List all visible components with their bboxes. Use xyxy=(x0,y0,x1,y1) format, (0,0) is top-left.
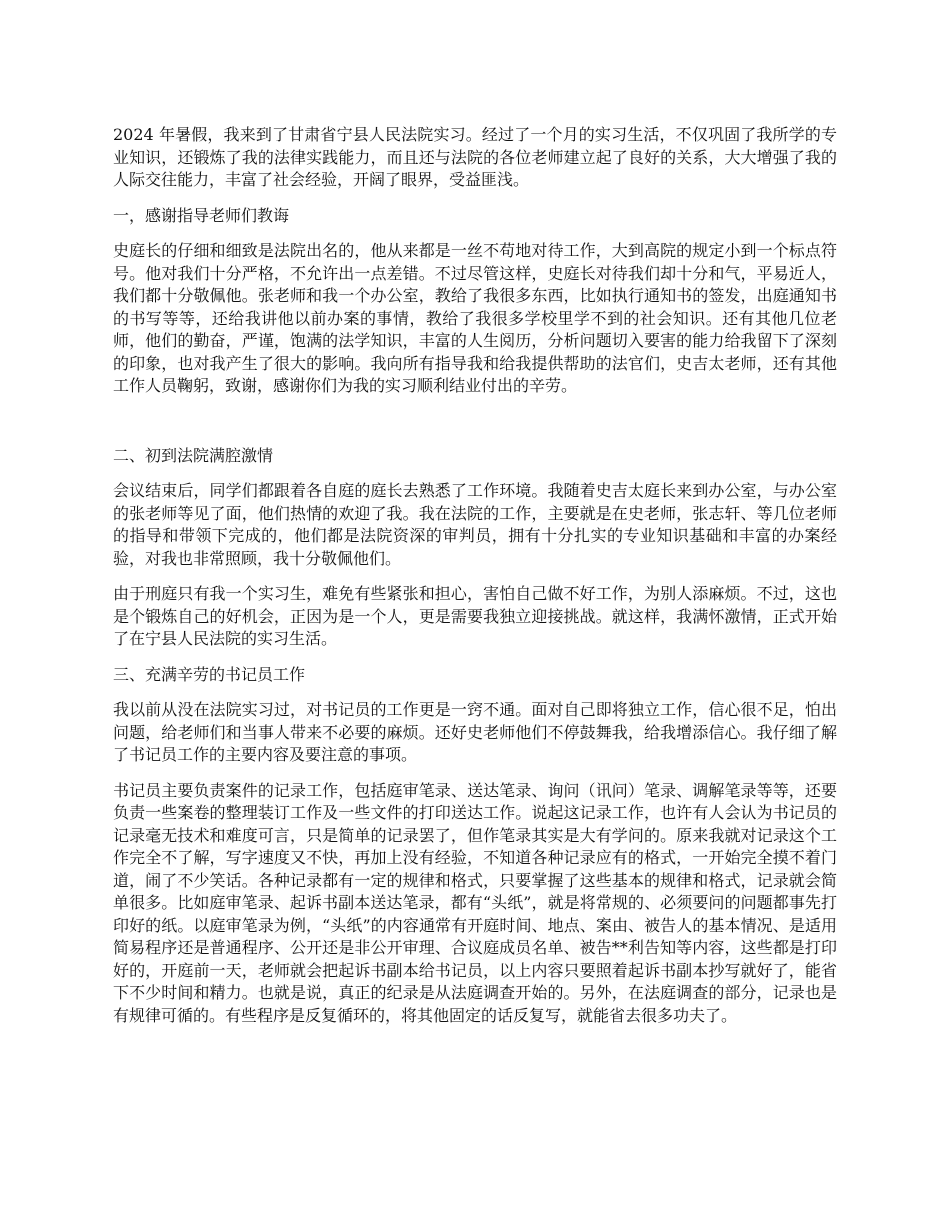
section2-paragraph-1: 会议结束后，同学们都跟着各自庭的庭长去熟悉了工作环境。我随着史吉太庭长来到办公室，与办公室的张老师等见了面，他们热情的欢迎了我。我在法院的工作，主要就是在史老师，张志轩、等几位老师的指导和带领下完成的，他们都是法院资深的审判员，拥有十分扎实的专业知识基础和丰富的办案经验，对我也非常照顾，我十分敬佩他们。 xyxy=(113,481,837,568)
section3-paragraph-2: 书记员主要负责案件的记录工作，包括庭审笔录、送达笔录、询问（讯问）笔录、调解笔录等等，还要负责一些案卷的整理装订工作及一些文件的打印送达工作。说起这记录工作，也许有人会认为书记员的记录毫无技术和难度可言，只是简单的记录罢了，但作笔录其实是大有学问的。原来我就对记录这个工作完全不了解，写字速度又不快，再加上没有经验，不知道各种记录应有的格式，一开始完全摸不着门道，闹了不少笑话。各种记录都有一定的规律和格式，只要掌握了这些基本的规律和格式，记录就会简单很多。比如庭审笔录、起诉书副本送达笔录，都有“头纸”，就是将常规的、必须要问的问题都事先打印好的纸。以庭审笔录为例，“头纸”的内容通常有开庭时间、地点、案由、被告人的基本情况、是适用简易程序还是普通程序、公开还是非公开审理、合议庭成员名单、被告**利告知等内容，这些都是打印好的，开庭前一天，老师就会把起诉书副本给书记员，以上内容只要照着起诉书副本抄写就好了，能省下不少时间和精力。也就是说，真正的纪录是从法庭调查开始的。另外，在法庭调查的部分，记录也是有规律可循的。有些程序是反复循环的，将其他固定的话反复写，就能省去很多功夫了。 xyxy=(113,780,837,1025)
section-heading-2: 二、初到法院满腔激情 xyxy=(113,445,274,465)
section-heading-3: 三、充满辛劳的书记员工作 xyxy=(113,664,306,684)
section1-paragraph-1: 史庭长的仔细和细致是法院出名的，他从来都是一丝不苟地对待工作，大到高院的规定小到一个标点符号。他对我们十分严格，不允许出一点差错。不过尽管这样，史庭长对待我们却十分和气，平易近人，我们都十分敬佩他。张老师和我一个办公室，教给了我很多东西，比如执行通知书的签发，出庭通知书的书写等等，还给我讲他以前办案的事情，教给了我很多学校里学不到的社会知识。还有其他几位老师，他们的勤奋，严谨，饱满的法学知识，丰富的人生阅历，分析问题切入要害的能力给我留下了深刻的印象，也对我产生了很大的影响。我向所有指导我和给我提供帮助的法官们，史吉太老师，还有其他工作人员鞠躬，致谢，感谢你们为我的实习顺利结业付出的辛劳。 xyxy=(113,241,837,395)
section-spacer xyxy=(113,411,837,445)
section2-paragraph-2: 由于刑庭只有我一个实习生，难免有些紧张和担心，害怕自己做不好工作，为别人添麻烦。不过，这也是个锻炼自己的好机会，正因为是一个人，更是需要我独立迎接挑战。就这样，我满怀激情，正式开始了在宁县人民法院的实习生活。 xyxy=(113,584,837,648)
intro-paragraph: 2024 年暑假，我来到了甘肃省宁县人民法院实习。经过了一个月的实习生活，不仅巩固了我所学的专业知识，还锻炼了我的法律实践能力，而且还与法院的各位老师建立起了良好的关系，大大增强了我的人际交往能力，丰富了社会经验，开阔了眼界，受益匪浅。 xyxy=(113,125,837,189)
section3-paragraph-1: 我以前从没在法院实习过，对书记员的工作更是一窍不通。面对自己即将独立工作，信心很不足，怕出问题，给老师们和当事人带来不必要的麻烦。还好史老师他们不停鼓舞我，给我增添信心。我仔细了解了书记员工作的主要内容及要注意的事项。 xyxy=(113,700,837,764)
section-heading-1: 一，感谢指导老师们教诲 xyxy=(113,205,290,225)
